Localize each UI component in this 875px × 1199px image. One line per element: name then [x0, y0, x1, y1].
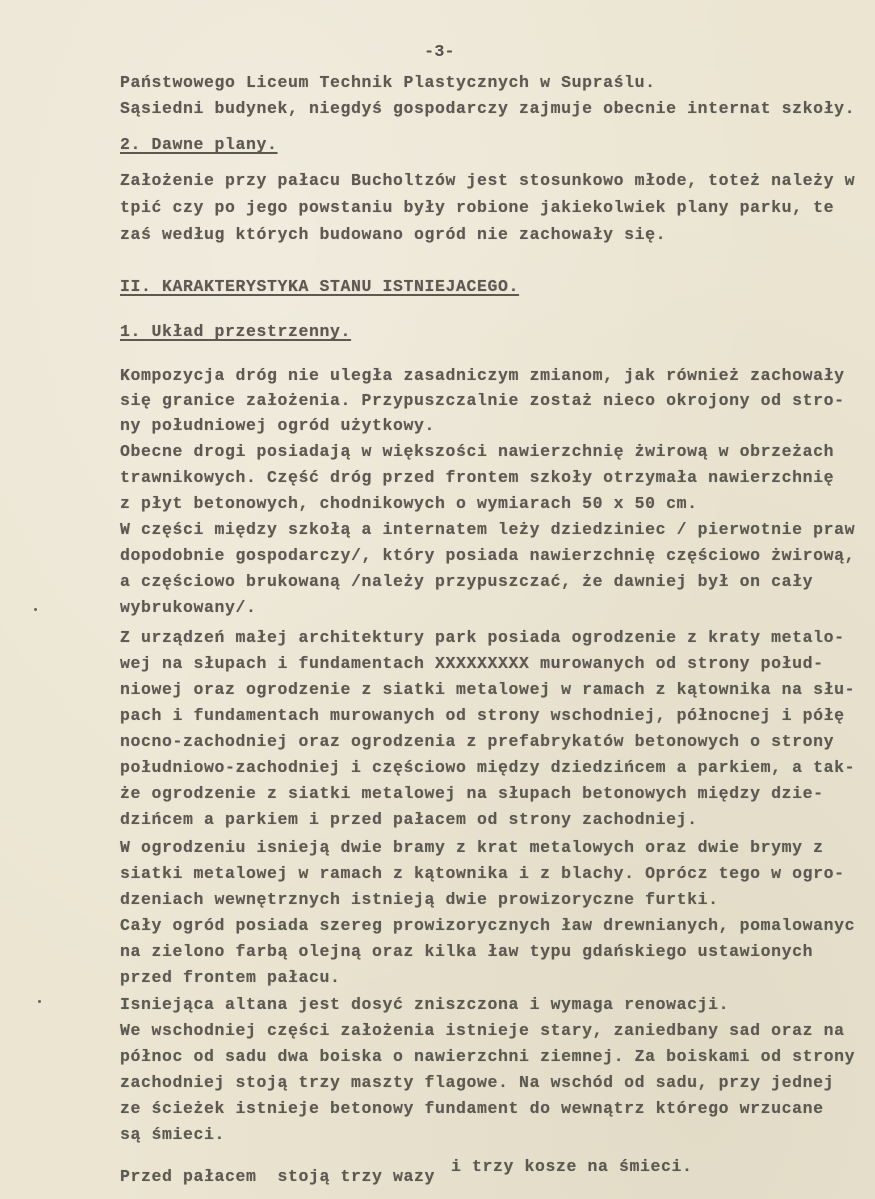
text-line: się granice założenia. Przypuszczalnie zostaż nieco okrojony od stro-	[120, 391, 845, 410]
text-line: Obecne drogi posiadają w większości nawierzchnię żwirową w obrzeżach	[120, 442, 835, 461]
text-line: Państwowego Liceum Technik Plastycznych w Supraślu.	[120, 73, 656, 92]
text-line: trawnikowych. Część dróg przed frontem szkoły otrzymała nawierzchnię	[120, 468, 835, 487]
text-line: W ogrodzeniu isnieją dwie bramy z krat metalowych oraz dwie brymy z	[120, 838, 824, 857]
text-line: Sąsiedni budynek, niegdyś gospodarczy zajmuje obecnie internat szkoły.	[120, 99, 856, 118]
text-line: We wschodniej części założenia istnieje stary, zaniedbany sad oraz na	[120, 1021, 845, 1040]
text-line: nocno-zachodniej oraz ogrodzenia z prefabrykatów betonowych o strony	[120, 732, 835, 751]
text-line: południowo-zachodniej i częściowo między dziedzińcem a parkiem, a tak-	[120, 758, 856, 777]
text-line: przed frontem pałacu.	[120, 968, 341, 987]
text-line: pach i fundamentach murowanych od strony wschodniej, północnej i półę	[120, 706, 845, 725]
text-line: ze ścieżek istnieje betonowy fundament do wewnątrz którego wrzucane	[120, 1099, 824, 1118]
text-line: dopodobnie gospodarczy/, który posiada nawierzchnię częściowo żwirową,	[120, 546, 856, 565]
text-line: z płyt betonowych, chodnikowych o wymiarach 50 x 50 cm.	[120, 494, 698, 513]
margin-mark	[38, 1000, 41, 1003]
text-line: północ od sadu dwa boiska o nawierzchni ziemnej. Za boiskami od strony	[120, 1047, 856, 1066]
text-line: Z urządzeń małej architektury park posiada ogrodzenie z kraty metalo-	[120, 628, 845, 647]
page-number: -3-	[424, 43, 455, 62]
margin-mark	[34, 608, 37, 611]
section-heading-dawne-plany: 2. Dawne plany.	[120, 135, 278, 154]
text-line: Przed pałacem stoją trzy wazy	[120, 1167, 436, 1186]
text-line-raised: i trzy kosze na śmieci.	[451, 1157, 693, 1176]
text-line: że ogrodzenie z siatki metalowej na słupach betonowych między dzie-	[120, 784, 824, 803]
text-line: tpić czy po jego powstaniu były robione jakiekolwiek plany parku, te	[120, 198, 835, 217]
section-heading-uklad: 1. Układ przestrzenny.	[120, 322, 352, 341]
text-line: Kompozycja dróg nie uległa zasadniczym zmianom, jak również zachowały	[120, 366, 845, 385]
text-line: niowej oraz ogrodzenie z siatki metalowej w ramach z kątownika na słu-	[120, 680, 856, 699]
text-line: zachodniej stoją trzy maszty flagowe. Na wschód od sadu, przy jednej	[120, 1073, 835, 1092]
text-line: W części między szkołą a internatem leży dziedziniec / pierwotnie praw	[120, 520, 856, 539]
text-line: a częściowo brukowaną /należy przypuszczać, że dawniej był on cały	[120, 572, 814, 591]
text-line: siatki metalowej w ramach z kątownika i z blachy. Oprócz tego w ogro-	[120, 864, 845, 883]
text-line: dzeniach wewnętrznych istnieją dwie prowizoryczne furtki.	[120, 890, 719, 909]
text-line: są śmieci.	[120, 1125, 226, 1144]
chapter-heading: II. KARAKTERYSTYKA STANU ISTNIEJACEGO.	[120, 277, 520, 296]
text-line: na zielono farbą olejną oraz kilka ław typu gdańskiego ustawionych	[120, 942, 814, 961]
text-line: Isniejąca altana jest dosyć zniszczona i wymaga renowacji.	[120, 995, 730, 1014]
text-line: dzińcem a parkiem i przed pałacem od strony zachodniej.	[120, 810, 698, 829]
text-line: ny południowej ogród użytkowy.	[120, 416, 436, 435]
text-line: zaś według których budowano ogród nie zachowały się.	[120, 225, 667, 244]
text-line: Założenie przy pałacu Bucholtzów jest stosunkowo młode, toteż należy w	[120, 171, 856, 190]
text-line: wybrukowany/.	[120, 598, 257, 617]
text-line: wej na słupach i fundamentach XXXXXXXXX murowanych od strony połud-	[120, 654, 824, 673]
text-line: Cały ogród posiada szereg prowizorycznych ław drewnianych, pomalowanyc	[120, 916, 856, 935]
